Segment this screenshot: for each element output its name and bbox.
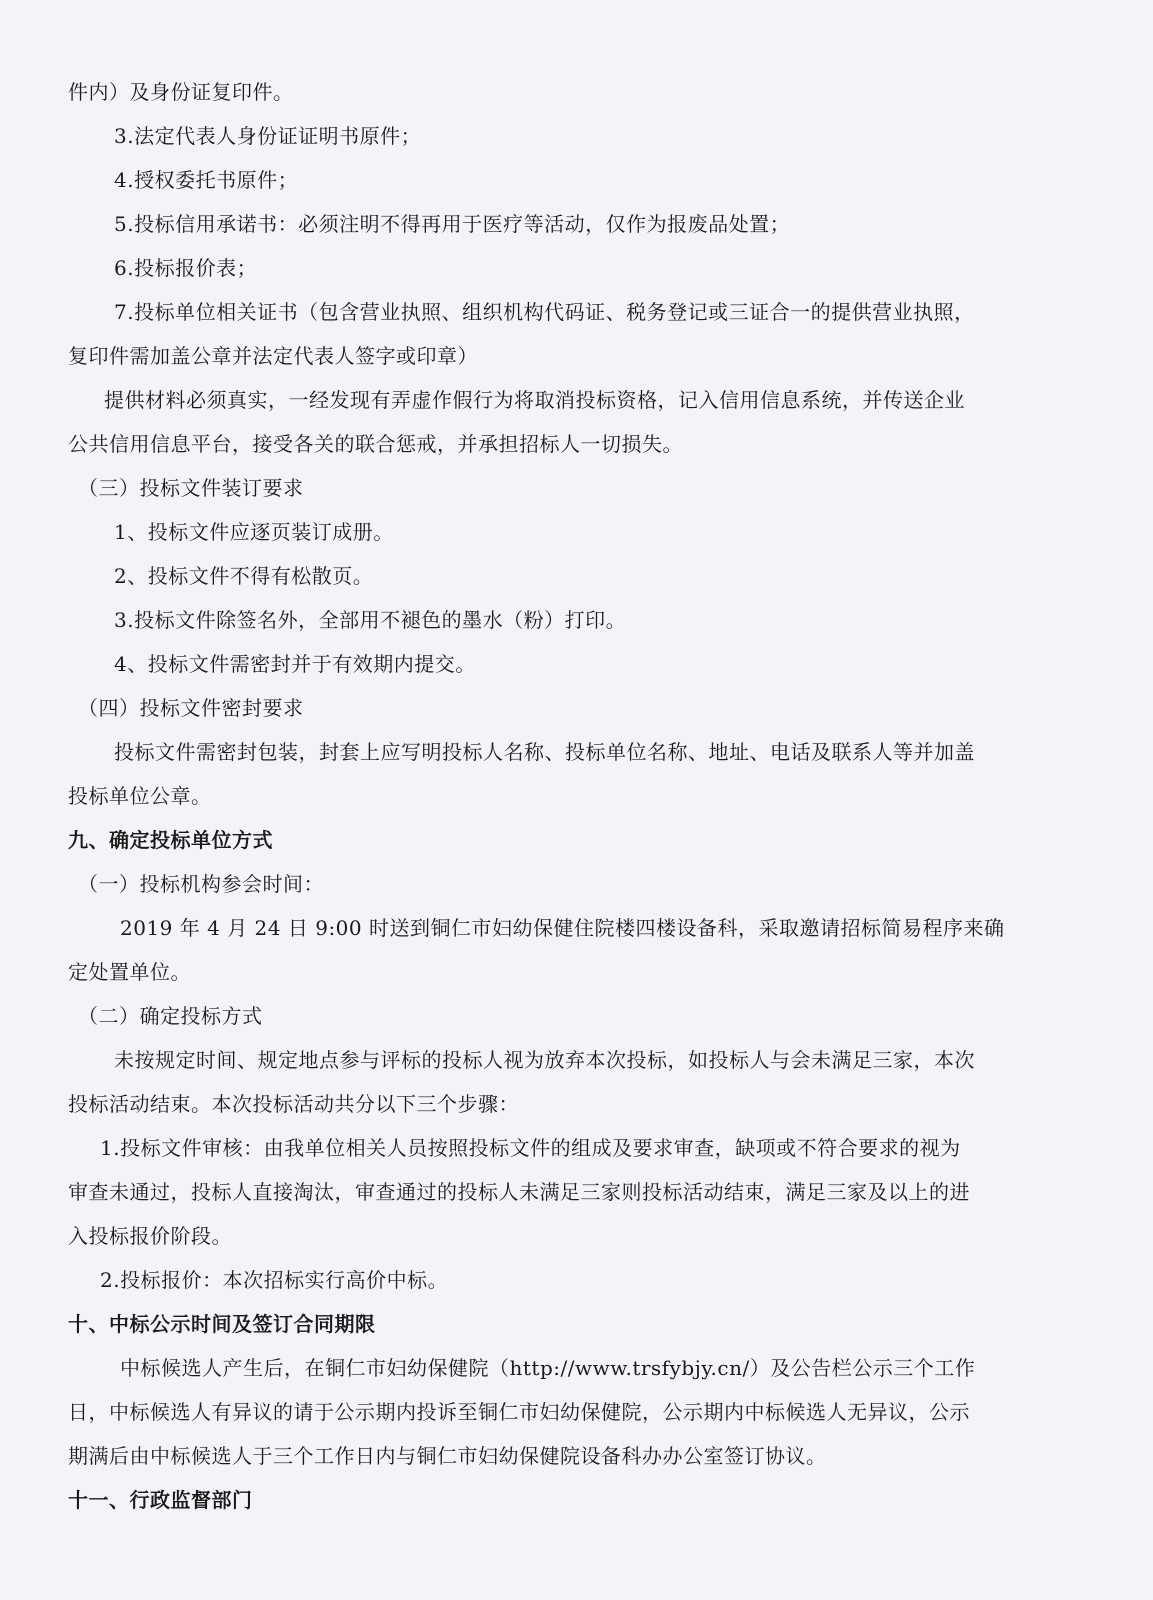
subsection-heading: （四）投标文件密封要求 [78,696,304,720]
text-line: 投标单位公章。 [68,784,212,808]
text-line: 复印件需加盖公章并法定代表人签字或印章） [68,344,478,368]
list-item: 3.法定代表人身份证证明书原件； [114,124,422,148]
subsection-heading: （三）投标文件装订要求 [78,476,304,500]
paragraph-line: 未按规定时间、规定地点参与评标的投标人视为放弃本次投标，如投标人与会未满足三家，本次 [114,1048,975,1072]
list-item: 3.投标文件除签名外，全部用不褪色的墨水（粉）打印。 [114,608,627,632]
list-item: 1、投标文件应逐页装订成册。 [114,520,394,544]
list-item: 2、投标文件不得有松散页。 [114,564,374,588]
paragraph-line: 提供材料必须真实，一经发现有弄虚作假行为将取消投标资格，记入信用信息系统，并传送企业 [104,388,965,412]
list-item: 1.投标文件审核：由我单位相关人员按照投标文件的组成及要求审查，缺项或不符合要求的视为 [100,1136,961,1160]
paragraph-line: 中标候选人产生后，在铜仁市妇幼保健院（http://www.trsfybjy.cn/）及公告栏公示三个工作 [120,1356,976,1380]
text-line: 件内）及身份证复印件。 [68,80,294,104]
text-line: 日，中标候选人有异议的请于公示期内投诉至铜仁市妇幼保健院，公示期内中标候选人无异议，公示 [68,1400,970,1424]
section-heading: 十、中标公示时间及签订合同期限 [68,1312,376,1336]
subsection-heading: （一）投标机构参会时间： [78,872,324,896]
text-line: 入投标报价阶段。 [68,1224,232,1248]
paragraph-line: 2019 年 4 月 24 日 9:00 时送到铜仁市妇幼保健住院楼四楼设备科，采取邀请招标简易程序来确 [120,916,1005,940]
list-item: 4.授权委托书原件； [114,168,299,192]
list-item: 4、投标文件需密封并于有效期内提交。 [114,652,476,676]
section-heading: 九、确定投标单位方式 [68,828,273,852]
list-item: 2.投标报价：本次招标实行高价中标。 [100,1268,449,1292]
text-line: 期满后由中标候选人于三个工作日内与铜仁市妇幼保健院设备科办办公室签订协议。 [68,1444,827,1468]
subsection-heading: （二）确定投标方式 [78,1004,263,1028]
text-line: 审查未通过，投标人直接淘汰，审查通过的投标人未满足三家则投标活动结束，满足三家及以上的进 [68,1180,970,1204]
text-line: 定处置单位。 [68,960,191,984]
text-line: 投标活动结束。本次投标活动共分以下三个步骤： [68,1092,519,1116]
text-line: 公共信用信息平台，接受各关的联合惩戒，并承担招标人一切损失。 [68,432,683,456]
list-item: 5.投标信用承诺书：必须注明不得再用于医疗等活动，仅作为报废品处置； [114,212,791,236]
section-heading: 十一、行政监督部门 [68,1488,253,1512]
paragraph-line: 投标文件需密封包装，封套上应写明投标人名称、投标单位名称、地址、电话及联系人等并加盖 [114,740,975,764]
list-item: 6.投标报价表； [114,256,258,280]
list-item: 7.投标单位相关证书（包含营业执照、组织机构代码证、税务登记或三证合一的提供营业执照， [114,300,975,324]
